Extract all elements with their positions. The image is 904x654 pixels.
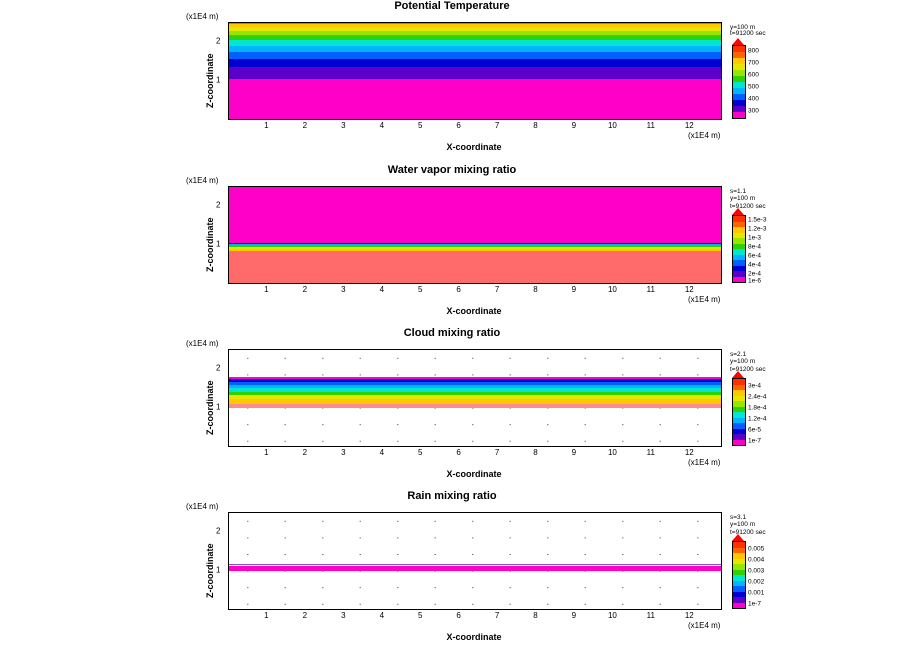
y-tick: 1 bbox=[216, 565, 221, 575]
colorbar-tick: 0.005 bbox=[748, 545, 765, 553]
layer-band bbox=[229, 377, 721, 379]
x-tick: 10 bbox=[607, 121, 617, 130]
plot-area bbox=[228, 349, 722, 447]
x-tick: 1 bbox=[264, 121, 269, 130]
y-axis-label: Z-coordinate bbox=[205, 380, 215, 435]
x-tick: 9 bbox=[571, 448, 577, 457]
x-tick: 5 bbox=[417, 448, 423, 457]
colorbar-segment bbox=[733, 216, 745, 222]
layer-band bbox=[229, 79, 721, 119]
x-tick: 7 bbox=[494, 121, 500, 130]
y-tick: 1 bbox=[216, 239, 221, 249]
y-axis-label: Z-coordinate bbox=[205, 217, 215, 272]
layer-band bbox=[229, 392, 721, 395]
colorbar-segment bbox=[733, 418, 745, 423]
colorbar-tick: 1e-7 bbox=[748, 600, 762, 608]
x-tick: 2 bbox=[302, 611, 308, 620]
colorbar-segment bbox=[733, 112, 745, 118]
layer-band bbox=[229, 59, 721, 68]
x-tick: 3 bbox=[341, 285, 346, 294]
colorbar-segment bbox=[733, 271, 745, 276]
colorbar-tick: 6e-4 bbox=[748, 252, 762, 260]
layer-band bbox=[229, 24, 721, 27]
colorbar-tick: 0.002 bbox=[748, 578, 765, 586]
x-tick: 6 bbox=[456, 121, 461, 130]
x-tick: 1 bbox=[264, 611, 269, 620]
layer-band bbox=[229, 382, 721, 385]
layer-band bbox=[229, 566, 721, 570]
x-tick: 12 bbox=[684, 285, 694, 294]
colorbar-segment bbox=[733, 597, 745, 602]
colorbar-segment bbox=[733, 390, 745, 395]
colorbar-segment bbox=[733, 249, 745, 254]
colorbar-segment bbox=[733, 100, 745, 106]
annotation-line: t=91200 sec bbox=[730, 30, 766, 38]
colorbar-tick: 300 bbox=[748, 107, 759, 115]
x-tick: 7 bbox=[494, 448, 500, 457]
y-tick: 2 bbox=[216, 200, 221, 210]
colorbar bbox=[732, 541, 746, 609]
colorbar-segment bbox=[733, 94, 745, 100]
x-tick: 11 bbox=[646, 285, 655, 294]
x-tick: 8 bbox=[533, 121, 538, 130]
plot-annotations bbox=[730, 24, 766, 38]
colorbar-segment bbox=[733, 277, 745, 282]
x-tick: 8 bbox=[533, 285, 538, 294]
x-tick: 9 bbox=[571, 121, 577, 130]
colorbar-tick: 2e-4 bbox=[748, 270, 762, 278]
annotation-line: t=91200 sec bbox=[730, 365, 766, 373]
colorbar-segment bbox=[733, 559, 745, 564]
colorbar-tick: 500 bbox=[748, 83, 759, 91]
layer-band bbox=[229, 388, 721, 391]
annotation-line: y=100 m bbox=[730, 358, 756, 366]
annotation-line: t=91200 sec bbox=[730, 528, 766, 536]
x-tick: 8 bbox=[533, 448, 538, 457]
x-tick: 4 bbox=[379, 121, 385, 130]
x-tick: 6 bbox=[456, 611, 461, 620]
colorbar bbox=[732, 215, 746, 283]
y-axis-unit: (x1E4 m) bbox=[186, 502, 219, 511]
colorbar-segment bbox=[733, 379, 745, 385]
annotation-line: s=2.1 bbox=[730, 351, 747, 358]
contour-line bbox=[229, 564, 721, 565]
x-tick: 10 bbox=[607, 611, 617, 620]
chart-panel-rain-mixing-ratio bbox=[0, 488, 904, 654]
colorbar-segment bbox=[733, 564, 745, 569]
y-tick: 2 bbox=[216, 36, 221, 46]
x-tick: 7 bbox=[494, 285, 500, 294]
x-tick: 10 bbox=[607, 285, 617, 294]
x-tick: 9 bbox=[571, 285, 577, 294]
x-tick: 6 bbox=[456, 285, 461, 294]
x-axis-label: X-coordinate bbox=[446, 142, 502, 152]
x-tick: 7 bbox=[494, 611, 500, 620]
layer-band bbox=[229, 404, 721, 408]
chart-panel-cloud-mixing-ratio bbox=[0, 325, 904, 485]
colorbar-segment bbox=[733, 244, 745, 249]
x-tick: 11 bbox=[646, 611, 655, 620]
x-tick: 12 bbox=[684, 611, 694, 620]
y-tick: 2 bbox=[216, 526, 221, 536]
colorbar-segment bbox=[733, 401, 745, 406]
x-tick: 2 bbox=[302, 285, 308, 294]
grid-dots bbox=[229, 513, 721, 609]
x-tick: 4 bbox=[379, 448, 385, 457]
x-tick: 5 bbox=[417, 285, 423, 294]
layer-band bbox=[229, 395, 721, 399]
annotation-line: y=100 m bbox=[730, 521, 756, 529]
colorbar-over-arrow bbox=[732, 208, 744, 215]
annotation-line: y=100 m bbox=[730, 24, 756, 31]
x-axis-label: X-coordinate bbox=[446, 306, 502, 316]
colorbar-tick: 1.2e-3 bbox=[748, 225, 767, 233]
colorbar-segment bbox=[733, 586, 745, 591]
x-tick: 2 bbox=[302, 121, 308, 130]
x-tick: 4 bbox=[379, 611, 385, 620]
y-axis-label: Z-coordinate bbox=[205, 543, 215, 598]
colorbar-segment bbox=[733, 222, 745, 227]
colorbar-tick: 600 bbox=[748, 71, 759, 79]
colorbar-segment bbox=[733, 46, 745, 52]
x-axis-unit: (x1E4 m) bbox=[688, 458, 721, 467]
x-axis-unit: (x1E4 m) bbox=[688, 621, 721, 630]
layer-band bbox=[229, 23, 721, 24]
colorbar-tick: 6e-5 bbox=[748, 426, 762, 434]
y-axis-unit: (x1E4 m) bbox=[186, 176, 219, 185]
colorbar-tick: 700 bbox=[748, 59, 759, 67]
colorbar-tick: 1.8e-4 bbox=[748, 404, 767, 412]
colorbar-segment bbox=[733, 106, 745, 112]
colorbar-segment bbox=[733, 581, 745, 586]
colorbar-segment bbox=[733, 385, 745, 390]
x-tick: 3 bbox=[341, 448, 346, 457]
colorbar-over-arrow bbox=[732, 534, 744, 541]
x-axis-unit: (x1E4 m) bbox=[688, 295, 721, 304]
chart-title: Rain mixing ratio bbox=[407, 490, 497, 502]
colorbar-segment bbox=[733, 88, 745, 94]
colorbar-segment bbox=[733, 575, 745, 580]
colorbar-segment bbox=[733, 396, 745, 401]
colorbar-tick: 1e-3 bbox=[748, 234, 762, 242]
colorbar-tick: 0.001 bbox=[748, 589, 765, 597]
y-tick: 1 bbox=[216, 75, 221, 85]
colorbar-tick: 0.004 bbox=[748, 556, 765, 564]
colorbar-segment bbox=[733, 52, 745, 58]
colorbar-segment bbox=[733, 603, 745, 608]
colorbar bbox=[732, 378, 746, 446]
x-tick: 5 bbox=[417, 611, 423, 620]
colorbar-tick: 8e-4 bbox=[748, 243, 762, 251]
layer-band bbox=[229, 46, 721, 52]
colorbar-segment bbox=[733, 434, 745, 439]
chart-title: Potential Temperature bbox=[394, 0, 510, 12]
annotation-line: t=91200 sec bbox=[730, 202, 766, 210]
colorbar-segment bbox=[733, 233, 745, 238]
colorbar-segment bbox=[733, 82, 745, 88]
colorbar-tick: 1.2e-4 bbox=[748, 415, 767, 423]
plot-area bbox=[228, 22, 722, 120]
y-axis-unit: (x1E4 m) bbox=[186, 12, 219, 21]
x-tick: 1 bbox=[264, 285, 269, 294]
colorbar bbox=[732, 45, 746, 119]
annotation-line: s=3.1 bbox=[730, 514, 747, 521]
chart-panel-water-vapor-mixing-ratio bbox=[0, 162, 904, 322]
layer-band bbox=[229, 31, 721, 35]
x-tick: 6 bbox=[456, 448, 461, 457]
plot-area bbox=[228, 512, 722, 610]
x-tick: 8 bbox=[533, 611, 538, 620]
x-tick: 10 bbox=[607, 448, 617, 457]
x-tick: 1 bbox=[264, 448, 269, 457]
colorbar-segment bbox=[733, 548, 745, 553]
colorbar-tick: 4e-4 bbox=[748, 261, 762, 269]
colorbar-segment bbox=[733, 64, 745, 70]
colorbar-segment bbox=[733, 542, 745, 548]
colorbar-segment bbox=[733, 592, 745, 597]
colorbar-tick: 1.5e-3 bbox=[748, 216, 767, 224]
x-tick: 11 bbox=[646, 121, 655, 130]
x-axis-label: X-coordinate bbox=[446, 632, 502, 642]
layer-band bbox=[229, 52, 721, 59]
y-axis-unit: (x1E4 m) bbox=[186, 339, 219, 348]
x-tick: 3 bbox=[341, 611, 346, 620]
x-tick: 4 bbox=[379, 285, 385, 294]
colorbar-tick: 1e-6 bbox=[748, 277, 762, 285]
colorbar-segment bbox=[733, 70, 745, 76]
colorbar-segment bbox=[733, 266, 745, 271]
x-tick: 5 bbox=[417, 121, 423, 130]
y-axis-label: Z-coordinate bbox=[205, 53, 215, 108]
y-tick: 2 bbox=[216, 363, 221, 373]
x-axis-unit: (x1E4 m) bbox=[688, 131, 721, 140]
colorbar-segment bbox=[733, 429, 745, 434]
colorbar-segment bbox=[733, 553, 745, 558]
colorbar-segment bbox=[733, 412, 745, 417]
x-tick: 11 bbox=[646, 448, 655, 457]
colorbar-segment bbox=[733, 570, 745, 575]
y-tick: 1 bbox=[216, 402, 221, 412]
colorbar-over-arrow bbox=[732, 371, 744, 378]
x-tick: 12 bbox=[684, 448, 694, 457]
annotation-line: y=100 m bbox=[730, 195, 756, 203]
colorbar-tick: 1e-7 bbox=[748, 437, 762, 445]
colorbar-tick: 2.4e-4 bbox=[748, 393, 767, 401]
chart-panel-potential-temperature bbox=[0, 0, 904, 160]
colorbar-segment bbox=[733, 407, 745, 412]
layer-band bbox=[229, 67, 721, 79]
colorbar-segment bbox=[733, 255, 745, 260]
x-tick: 3 bbox=[341, 121, 346, 130]
x-tick: 9 bbox=[571, 611, 577, 620]
colorbar-tick: 3e-4 bbox=[748, 382, 762, 390]
layer-band bbox=[229, 379, 721, 382]
annotation-line: s=1.1 bbox=[730, 188, 747, 195]
chart-title: Water vapor mixing ratio bbox=[387, 164, 517, 176]
colorbar-segment bbox=[733, 440, 745, 445]
colorbar-segment bbox=[733, 423, 745, 428]
layer-band bbox=[229, 35, 721, 40]
chart-title: Cloud mixing ratio bbox=[403, 327, 501, 339]
layer-band bbox=[229, 399, 721, 403]
colorbar-segment bbox=[733, 227, 745, 232]
colorbar-segment bbox=[733, 238, 745, 243]
plot-area bbox=[228, 186, 722, 284]
colorbar-tick: 400 bbox=[748, 95, 759, 103]
x-tick: 12 bbox=[684, 121, 694, 130]
colorbar-segment bbox=[733, 260, 745, 265]
colorbar-segment bbox=[733, 58, 745, 64]
layer-band bbox=[229, 40, 721, 45]
colorbar-over-arrow bbox=[732, 38, 744, 45]
x-tick: 2 bbox=[302, 448, 308, 457]
colorbar-tick: 0.003 bbox=[748, 567, 765, 575]
colorbar-segment bbox=[733, 76, 745, 82]
colorbar-tick: 800 bbox=[748, 47, 759, 55]
x-axis-label: X-coordinate bbox=[446, 469, 502, 479]
layer-band bbox=[229, 385, 721, 388]
layer-band bbox=[229, 27, 721, 31]
